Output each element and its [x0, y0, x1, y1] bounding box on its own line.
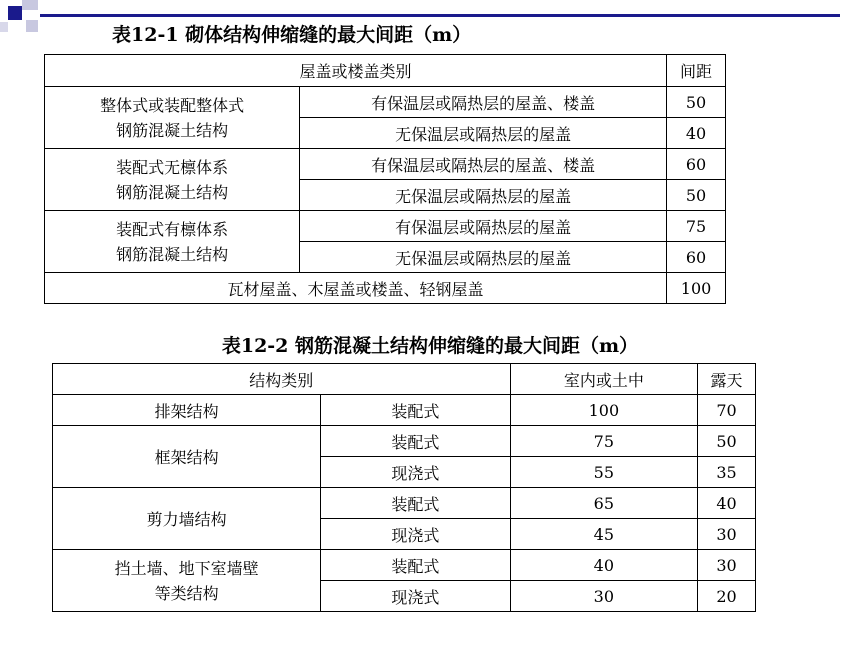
- group-label: [45, 149, 300, 211]
- row-desc: 无保温层或隔热层的屋盖: [300, 180, 667, 211]
- table-row: [53, 488, 756, 519]
- group-label-line: 装配式无檩体系: [116, 157, 229, 177]
- table-header-row: [45, 55, 726, 87]
- indoor-value: 75: [510, 426, 697, 457]
- table2-title: 表12-2 钢筋混凝土结构伸缩缝的最大间距（m）: [221, 335, 639, 357]
- deco-square-dark: [8, 6, 22, 20]
- structure-type-line: 挡土墙、地下室墙壁: [114, 558, 259, 578]
- row-value: 75: [667, 211, 726, 242]
- group-label: [45, 211, 300, 273]
- outdoor-value: 35: [698, 457, 756, 488]
- outdoor-value: 30: [698, 519, 756, 550]
- indoor-value: 30: [510, 581, 697, 612]
- group-label-line: 装配式有檩体系: [116, 219, 229, 239]
- indoor-value: 40: [510, 550, 697, 581]
- row-value: 50: [667, 180, 726, 211]
- deco-square-light: [0, 22, 8, 32]
- outdoor-value: 40: [698, 488, 756, 519]
- outdoor-value: 70: [698, 395, 756, 426]
- table-row: [53, 395, 756, 426]
- row-desc: 有保温层或隔热层的屋盖、楼盖: [300, 149, 667, 180]
- outdoor-value: 30: [698, 550, 756, 581]
- row-value: 40: [667, 118, 726, 149]
- header-type: 结构类别: [53, 364, 511, 395]
- outdoor-value: 20: [698, 581, 756, 612]
- method: 装配式: [321, 550, 510, 581]
- outdoor-value: 50: [698, 426, 756, 457]
- method: 装配式: [321, 488, 510, 519]
- structure-type-line: 等类结构: [154, 583, 219, 603]
- deco-rule: [40, 14, 840, 17]
- table-row: [45, 149, 726, 180]
- header-category: 屋盖或楼盖类别: [45, 55, 667, 87]
- deco-square-light: [22, 0, 38, 10]
- concrete-joint-table: [52, 363, 756, 612]
- indoor-value: 55: [510, 457, 697, 488]
- header-distance: 间距: [667, 55, 726, 87]
- table-row: [53, 426, 756, 457]
- masonry-joint-table: [44, 54, 726, 304]
- method: 装配式: [321, 395, 510, 426]
- method: 现浇式: [321, 581, 510, 612]
- group-label: [45, 87, 300, 149]
- row-desc: 有保温层或隔热层的屋盖: [300, 211, 667, 242]
- structure-type: 排架结构: [53, 395, 321, 426]
- row-value: 50: [667, 87, 726, 118]
- header-outdoor: 露天: [698, 364, 756, 395]
- row-desc: 瓦材屋盖、木屋盖或楼盖、轻钢屋盖: [45, 273, 667, 304]
- table1-title: 表12-1 砌体结构伸缩缝的最大间距（m）: [112, 24, 472, 46]
- method: 现浇式: [321, 457, 510, 488]
- table-header-row: [53, 364, 756, 395]
- structure-type: [53, 550, 321, 612]
- row-value: 60: [667, 242, 726, 273]
- indoor-value: 65: [510, 488, 697, 519]
- group-label-line: 钢筋混凝土结构: [116, 120, 229, 140]
- structure-type: 框架结构: [53, 426, 321, 488]
- deco-square-light: [26, 20, 38, 32]
- table-row: [45, 211, 726, 242]
- row-value: 60: [667, 149, 726, 180]
- method: 现浇式: [321, 519, 510, 550]
- group-label-line: 钢筋混凝土结构: [116, 182, 229, 202]
- table-row: [45, 273, 726, 304]
- row-desc: 有保温层或隔热层的屋盖、楼盖: [300, 87, 667, 118]
- table-row: [53, 550, 756, 581]
- row-desc: 无保温层或隔热层的屋盖: [300, 118, 667, 149]
- method: 装配式: [321, 426, 510, 457]
- indoor-value: 45: [510, 519, 697, 550]
- indoor-value: 100: [510, 395, 697, 426]
- table-row: [45, 87, 726, 118]
- structure-type: 剪力墙结构: [53, 488, 321, 550]
- header-indoor: 室内或土中: [510, 364, 697, 395]
- group-label-line: 钢筋混凝土结构: [116, 244, 229, 264]
- row-value: 100: [667, 273, 726, 304]
- group-label-line: 整体式或装配整体式: [100, 95, 245, 115]
- row-desc: 无保温层或隔热层的屋盖: [300, 242, 667, 273]
